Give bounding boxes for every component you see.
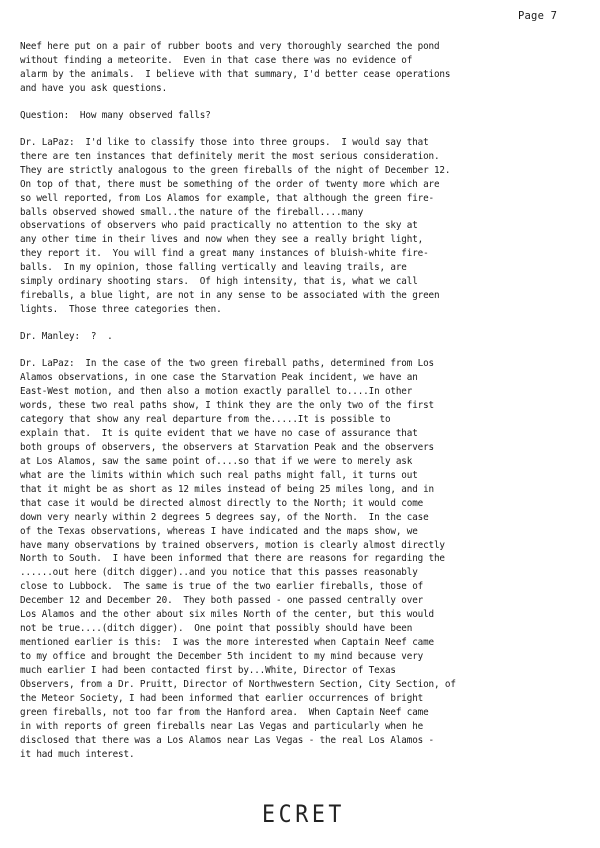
text-line: ......out here (ditch digger)..and you notice that this passes reasonably — [20, 567, 418, 579]
text-line: December 12 and December 20. They both passed - one passed centrally over — [20, 595, 424, 607]
text-line: to my office and brought the December 5th incident to my mind because very — [20, 651, 424, 663]
text-line: mentioned earlier is this: I was the more interested when Captain Neef came — [20, 637, 434, 649]
paragraph — [20, 109, 590, 123]
text-line: the Meteor Society, I had been informed that earlier occurrences of bright — [20, 692, 424, 704]
text-line: both groups of observers, the observers at Starvation Peak and the observers — [20, 441, 434, 453]
text-line: Observers, from a Dr. Pruitt, Director of Northwestern Section, City Section, of — [20, 679, 456, 691]
text-line: it had much interest. — [20, 748, 135, 760]
text-line: Dr. LaPaz: I'd like to classify those into three groups. I would say that — [20, 136, 429, 148]
text-line: not be true....(ditch digger). One point that possibly should have been — [20, 623, 413, 635]
text-line: Question: How many observed falls? — [20, 109, 211, 121]
text-line: simply ordinary shooting stars. Of high intensity, that is, what we call — [20, 276, 418, 288]
text-line: and have you ask questions. — [20, 82, 168, 94]
text-line: close to Lubbock. The same is true of the two earlier fireballs, those of — [20, 581, 424, 593]
text-line: that it might be as short as 12 miles instead of being 25 miles long, and in — [20, 483, 434, 495]
text-line: observations of observers who paid practically no attention to the sky at — [20, 220, 418, 232]
paragraph-gap — [20, 123, 590, 136]
text-line: disclosed that there was a Los Alamos near Las Vegas - the real Los Alamos - — [20, 734, 434, 746]
paragraph-gap — [20, 344, 590, 357]
paragraph — [20, 136, 590, 317]
text-line: They are strictly analogous to the green fireballs of the night of December 12. — [20, 164, 451, 176]
text-line: much earlier I had been contacted first by...White, Director of Texas — [20, 665, 396, 677]
paragraph — [20, 357, 590, 762]
text-line: green fireballs, not too far from the Hanford area. When Captain Neef came — [20, 706, 429, 718]
text-line: at Los Alamos, saw the same point of....so that if we were to merely ask — [20, 455, 413, 467]
text-line: what are the limits within which such real paths might fall, it turns out — [20, 469, 418, 481]
text-line: lights. Those three categories then. — [20, 304, 222, 316]
text-line: Los Alamos and the other about six miles North of the center, but this would — [20, 609, 434, 621]
paragraph — [20, 40, 590, 96]
text-line: so well reported, from Los Alamos for example, that although the green fire- — [20, 192, 434, 204]
text-line: Dr. LaPaz: In the case of the two green fireball paths, determined from Los — [20, 358, 434, 370]
paragraph — [20, 330, 590, 344]
text-line: words, these two real paths show, I think they are the only two of the first — [20, 399, 434, 411]
text-line: they report it. You will find a great many instances of bluish-white fire- — [20, 248, 429, 260]
text-line: Neef here put on a pair of rubber boots and very thoroughly searched the pond — [20, 41, 440, 52]
text-line: balls observed showed small..the nature of the fireball....many — [20, 206, 364, 218]
text-line: On top of that, there must be something of the order of twenty more which are — [20, 178, 440, 190]
text-line: East-West motion, and then also a motion exactly parallel to....In other — [20, 386, 413, 398]
text-line: balls. In my opinion, those falling vertically and leaving trails, are — [20, 262, 407, 274]
paragraph-gap — [20, 96, 590, 109]
text-line: category that show any real departure from the.....It is possible to — [20, 413, 391, 425]
text-line: have many observations by trained observers, motion is clearly almost directly — [20, 539, 445, 551]
text-line: alarm by the animals. I believe with that summary, I'd better cease operations — [20, 68, 451, 80]
text-line: of the Texas observations, whereas I have indicated and the maps show, we — [20, 525, 418, 537]
text-line: there are ten instances that definitely merit the most serious consideration. — [20, 150, 440, 162]
text-line: explain that. It is quite evident that we have no case of assurance that — [20, 427, 418, 439]
classification-stamp: ECRET — [262, 800, 346, 828]
page-number: Page 7 — [518, 10, 558, 22]
text-line: any other time in their lives and now when they see a really bright light, — [20, 234, 424, 246]
paragraph-gap — [20, 317, 590, 330]
text-line: Dr. Manley: ? . — [20, 331, 113, 343]
text-line: Alamos observations, in one case the Starvation Peak incident, we have an — [20, 372, 418, 384]
text-line: fireballs, a blue light, are not in any sense to be associated with the green — [20, 290, 440, 302]
text-line: in with reports of green fireballs near Las Vegas and particularly when he — [20, 720, 424, 732]
text-line: North to South. I have been informed that there are reasons for regarding the — [20, 553, 445, 565]
text-line: down very nearly within 2 degrees 5 degrees say, of the North. In the case — [20, 511, 429, 523]
document-body — [20, 40, 590, 762]
text-line: that case it would be directed almost directly to the North; it would come — [20, 497, 424, 509]
text-line: without finding a meteorite. Even in that case there was no evidence of — [20, 54, 413, 66]
